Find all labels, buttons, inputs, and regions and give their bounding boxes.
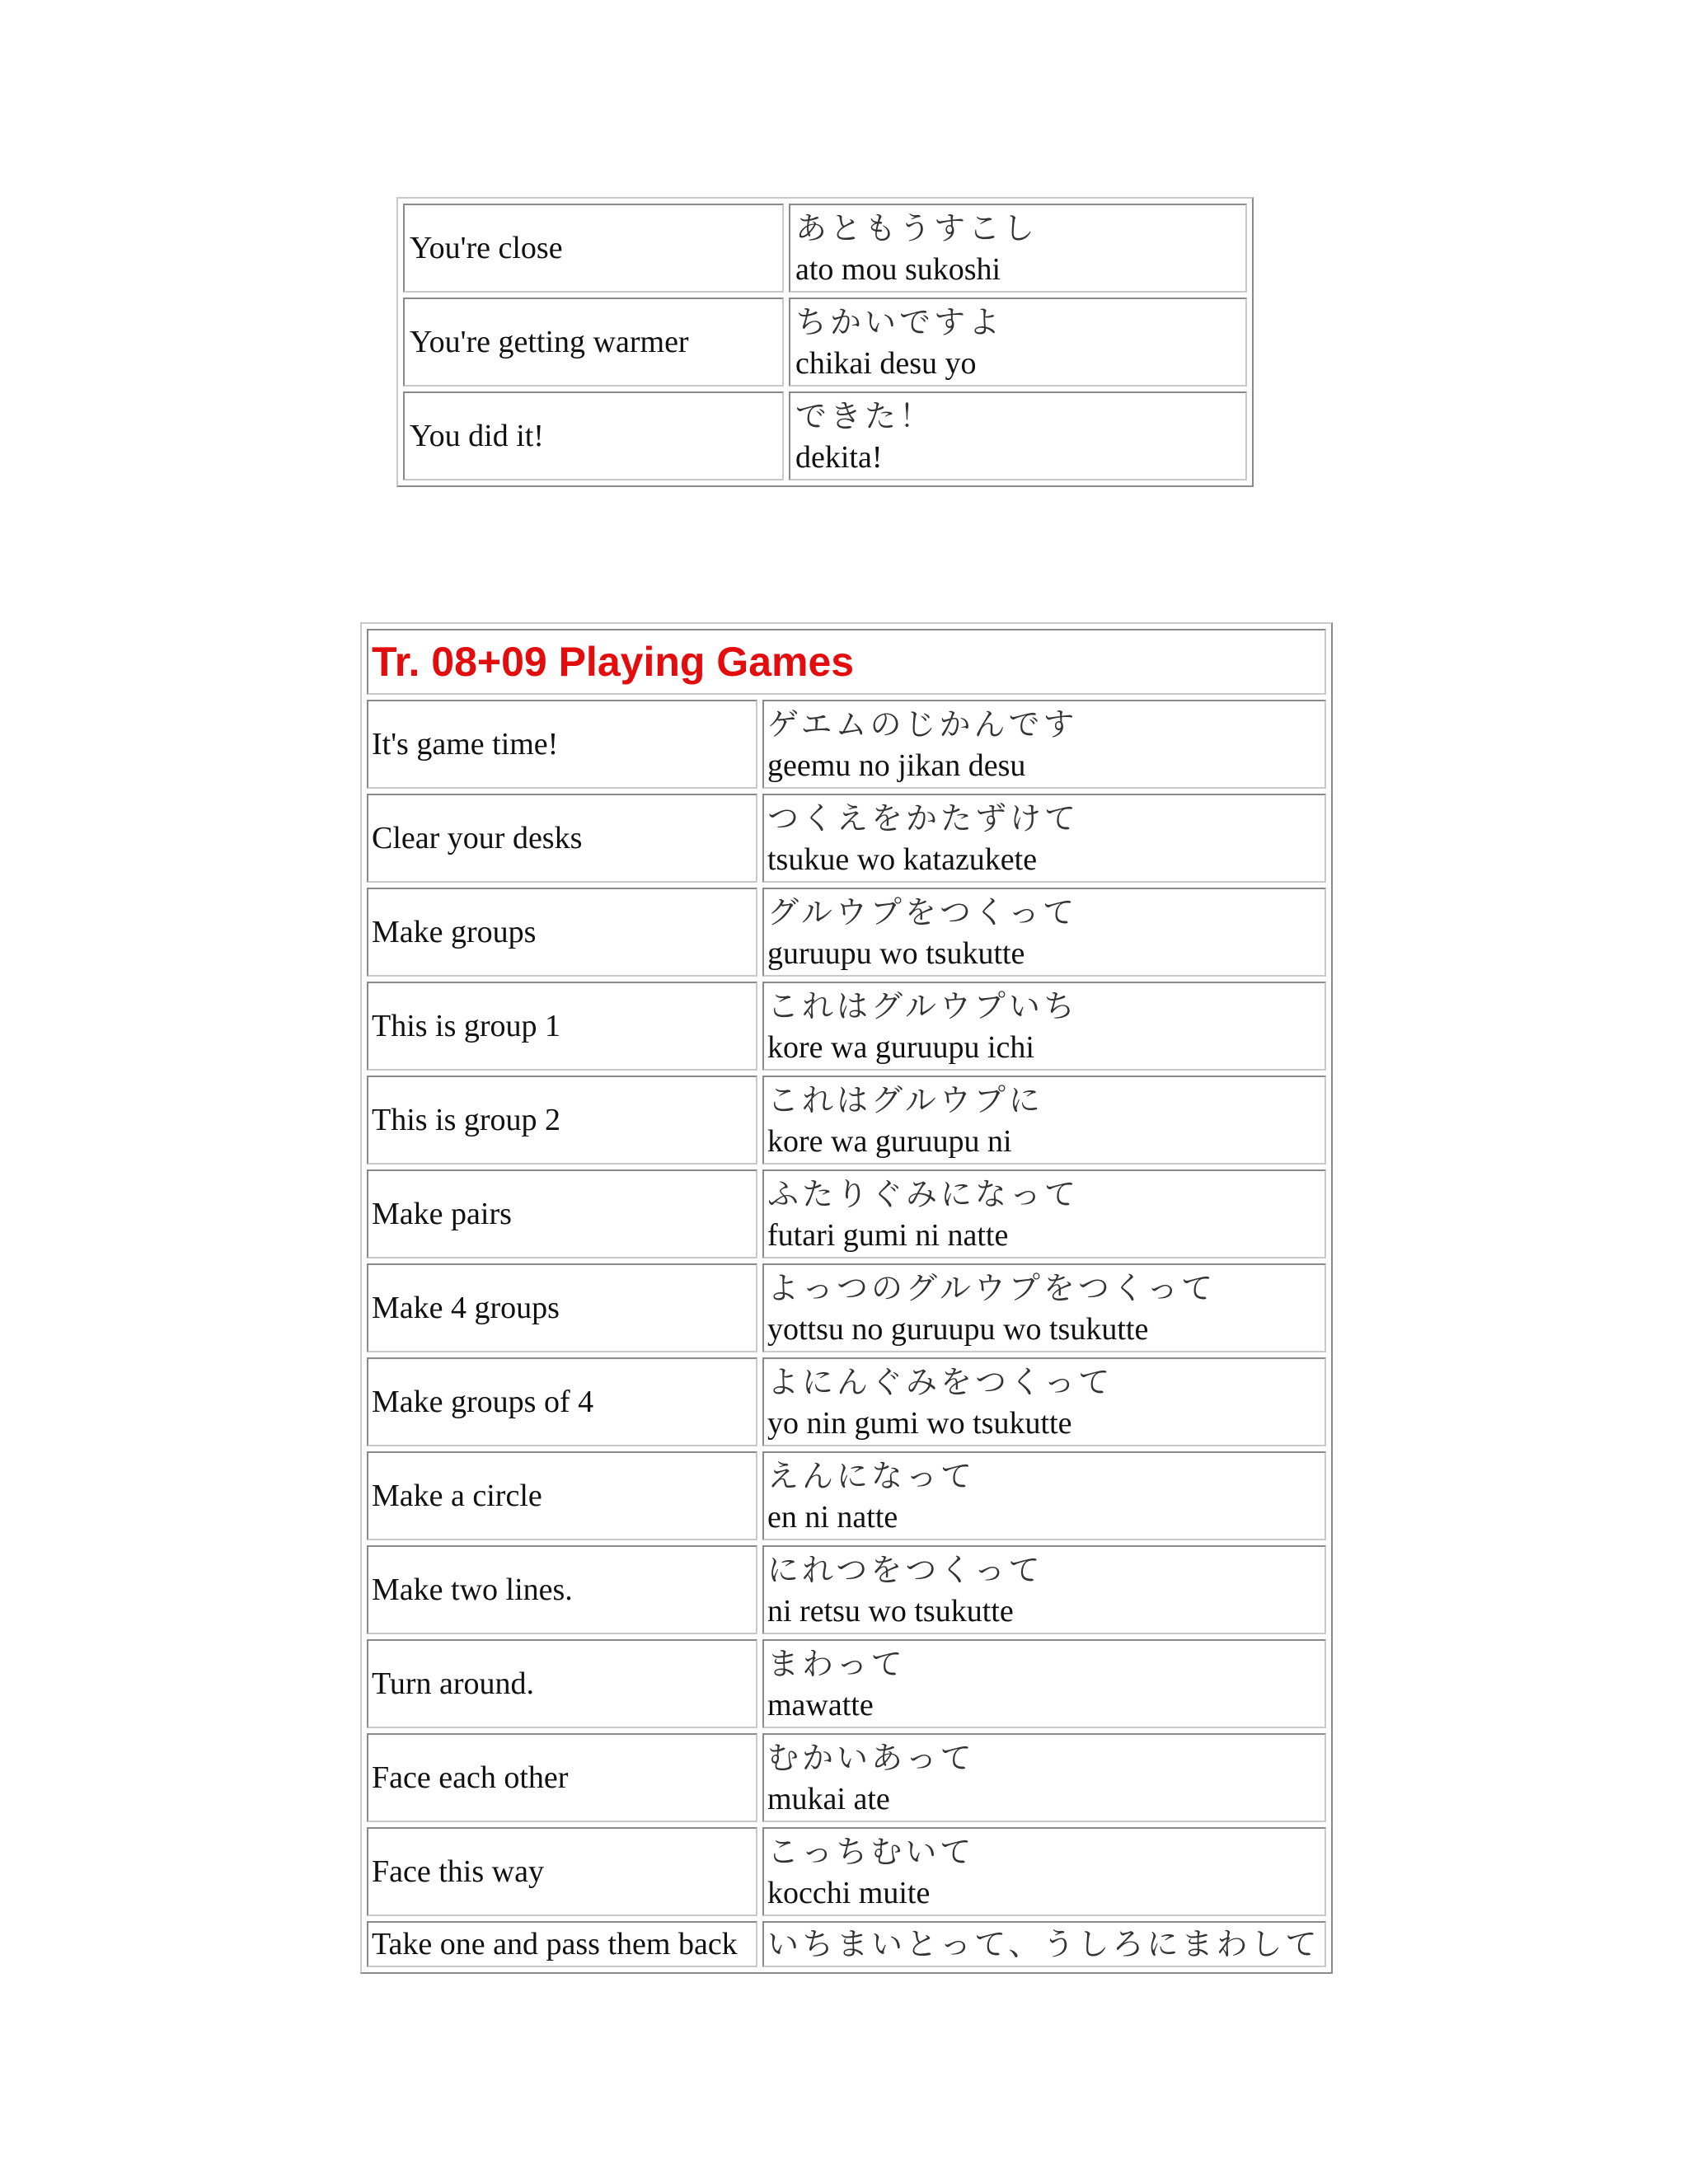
top-phrase-table bbox=[396, 197, 1254, 487]
english-cell: Face this way bbox=[367, 1827, 757, 1916]
table-row bbox=[403, 391, 1247, 480]
japanese-text: むかいあって bbox=[767, 1740, 975, 1776]
japanese-cell bbox=[762, 982, 1326, 1071]
games-table-body bbox=[367, 629, 1326, 1967]
japanese-cell bbox=[762, 1545, 1326, 1634]
table-row bbox=[367, 794, 1326, 883]
japanese-text: できた！ bbox=[795, 398, 935, 434]
table-row bbox=[367, 1921, 1326, 1967]
table-row bbox=[367, 700, 1326, 789]
japanese-text: これはグルウプに bbox=[767, 1082, 1043, 1118]
english-cell: Clear your desks bbox=[367, 794, 757, 883]
japanese-text: ふたりぐみになって bbox=[767, 1176, 1080, 1212]
english-cell: Face each other bbox=[367, 1733, 757, 1822]
section-title: Tr. 08+09 Playing Games bbox=[367, 629, 1326, 695]
romaji-text: kore wa guruupu ni bbox=[767, 1124, 1012, 1159]
japanese-cell bbox=[762, 700, 1326, 789]
japanese-text: これはグルウプいち bbox=[767, 988, 1078, 1024]
english-cell: Turn around. bbox=[367, 1639, 757, 1728]
japanese-cell bbox=[762, 1733, 1326, 1822]
english-cell: This is group 2 bbox=[367, 1076, 757, 1165]
english-cell: You did it! bbox=[403, 391, 784, 480]
romaji-text: chikai desu yo bbox=[795, 346, 977, 381]
japanese-text: ちかいですよ bbox=[795, 304, 1004, 340]
japanese-text: よっつのグルウプをつくって bbox=[767, 1270, 1217, 1306]
japanese-cell bbox=[789, 298, 1247, 387]
english-cell: Make pairs bbox=[367, 1169, 757, 1258]
japanese-cell bbox=[762, 1827, 1326, 1916]
japanese-cell bbox=[762, 1639, 1326, 1728]
top-table-body bbox=[403, 204, 1247, 480]
table-row bbox=[367, 1169, 1326, 1258]
romaji-text: geemu no jikan desu bbox=[767, 748, 1026, 783]
english-cell: You're getting warmer bbox=[403, 298, 784, 387]
romaji-text: mukai ate bbox=[767, 1782, 890, 1816]
romaji-text: ni retsu wo tsukutte bbox=[767, 1594, 1014, 1629]
table-row bbox=[367, 888, 1326, 977]
romaji-text: kore wa guruupu ichi bbox=[767, 1030, 1034, 1065]
english-cell: You're close bbox=[403, 204, 784, 293]
romaji-text: futari gumi ni natte bbox=[767, 1218, 1009, 1253]
english-cell: Make groups bbox=[367, 888, 757, 977]
japanese-cell bbox=[762, 1921, 1326, 1967]
english-cell: Make groups of 4 bbox=[367, 1357, 757, 1446]
english-cell: Make two lines. bbox=[367, 1545, 757, 1634]
romaji-text: yo nin gumi wo tsukutte bbox=[767, 1406, 1072, 1441]
japanese-cell bbox=[762, 1169, 1326, 1258]
table-row bbox=[367, 1357, 1326, 1446]
english-cell: This is group 1 bbox=[367, 982, 757, 1071]
romaji-text: ato mou sukoshi bbox=[795, 252, 1001, 287]
japanese-text: こっちむいて bbox=[767, 1834, 975, 1870]
table-row bbox=[367, 1451, 1326, 1540]
romaji-text: mawatte bbox=[767, 1688, 874, 1722]
japanese-cell bbox=[762, 1076, 1326, 1165]
japanese-text: よにんぐみをつくって bbox=[767, 1364, 1114, 1400]
japanese-cell bbox=[789, 391, 1247, 480]
japanese-text: まわって bbox=[767, 1646, 906, 1682]
table-row bbox=[367, 1076, 1326, 1165]
english-cell: Take one and pass them back bbox=[367, 1921, 757, 1967]
japanese-text: いちまいとって、うしろにまわして bbox=[767, 1926, 1320, 1962]
english-cell: Make a circle bbox=[367, 1451, 757, 1540]
romaji-text: kocchi muite bbox=[767, 1876, 931, 1910]
romaji-text: dekita! bbox=[795, 440, 883, 475]
japanese-cell bbox=[762, 888, 1326, 977]
japanese-cell bbox=[762, 1263, 1326, 1352]
english-cell: It's game time! bbox=[367, 700, 757, 789]
table-row bbox=[367, 1827, 1326, 1916]
japanese-cell bbox=[762, 1451, 1326, 1540]
table-row bbox=[367, 982, 1326, 1071]
japanese-text: えんになって bbox=[767, 1458, 976, 1494]
japanese-text: にれつをつくって bbox=[767, 1552, 1043, 1588]
title-row bbox=[367, 629, 1326, 695]
table-row bbox=[367, 1545, 1326, 1634]
english-cell: Make 4 groups bbox=[367, 1263, 757, 1352]
table-row bbox=[403, 298, 1247, 387]
table-row bbox=[367, 1263, 1326, 1352]
table-row bbox=[367, 1639, 1326, 1728]
japanese-text: グルウプをつくって bbox=[767, 894, 1078, 930]
japanese-cell bbox=[789, 204, 1247, 293]
romaji-text: yottsu no guruupu wo tsukutte bbox=[767, 1312, 1149, 1347]
romaji-text: tsukue wo katazukete bbox=[767, 842, 1038, 877]
romaji-text: en ni natte bbox=[767, 1500, 898, 1535]
games-phrase-table bbox=[360, 622, 1333, 1974]
japanese-text: ゲエムのじかんです bbox=[767, 706, 1078, 743]
japanese-text: あともうすこし bbox=[795, 210, 1039, 246]
japanese-text: つくえをかたずけて bbox=[767, 800, 1080, 837]
japanese-cell bbox=[762, 794, 1326, 883]
japanese-cell bbox=[762, 1357, 1326, 1446]
romaji-text: guruupu wo tsukutte bbox=[767, 936, 1025, 971]
table-row bbox=[403, 204, 1247, 293]
table-row bbox=[367, 1733, 1326, 1822]
